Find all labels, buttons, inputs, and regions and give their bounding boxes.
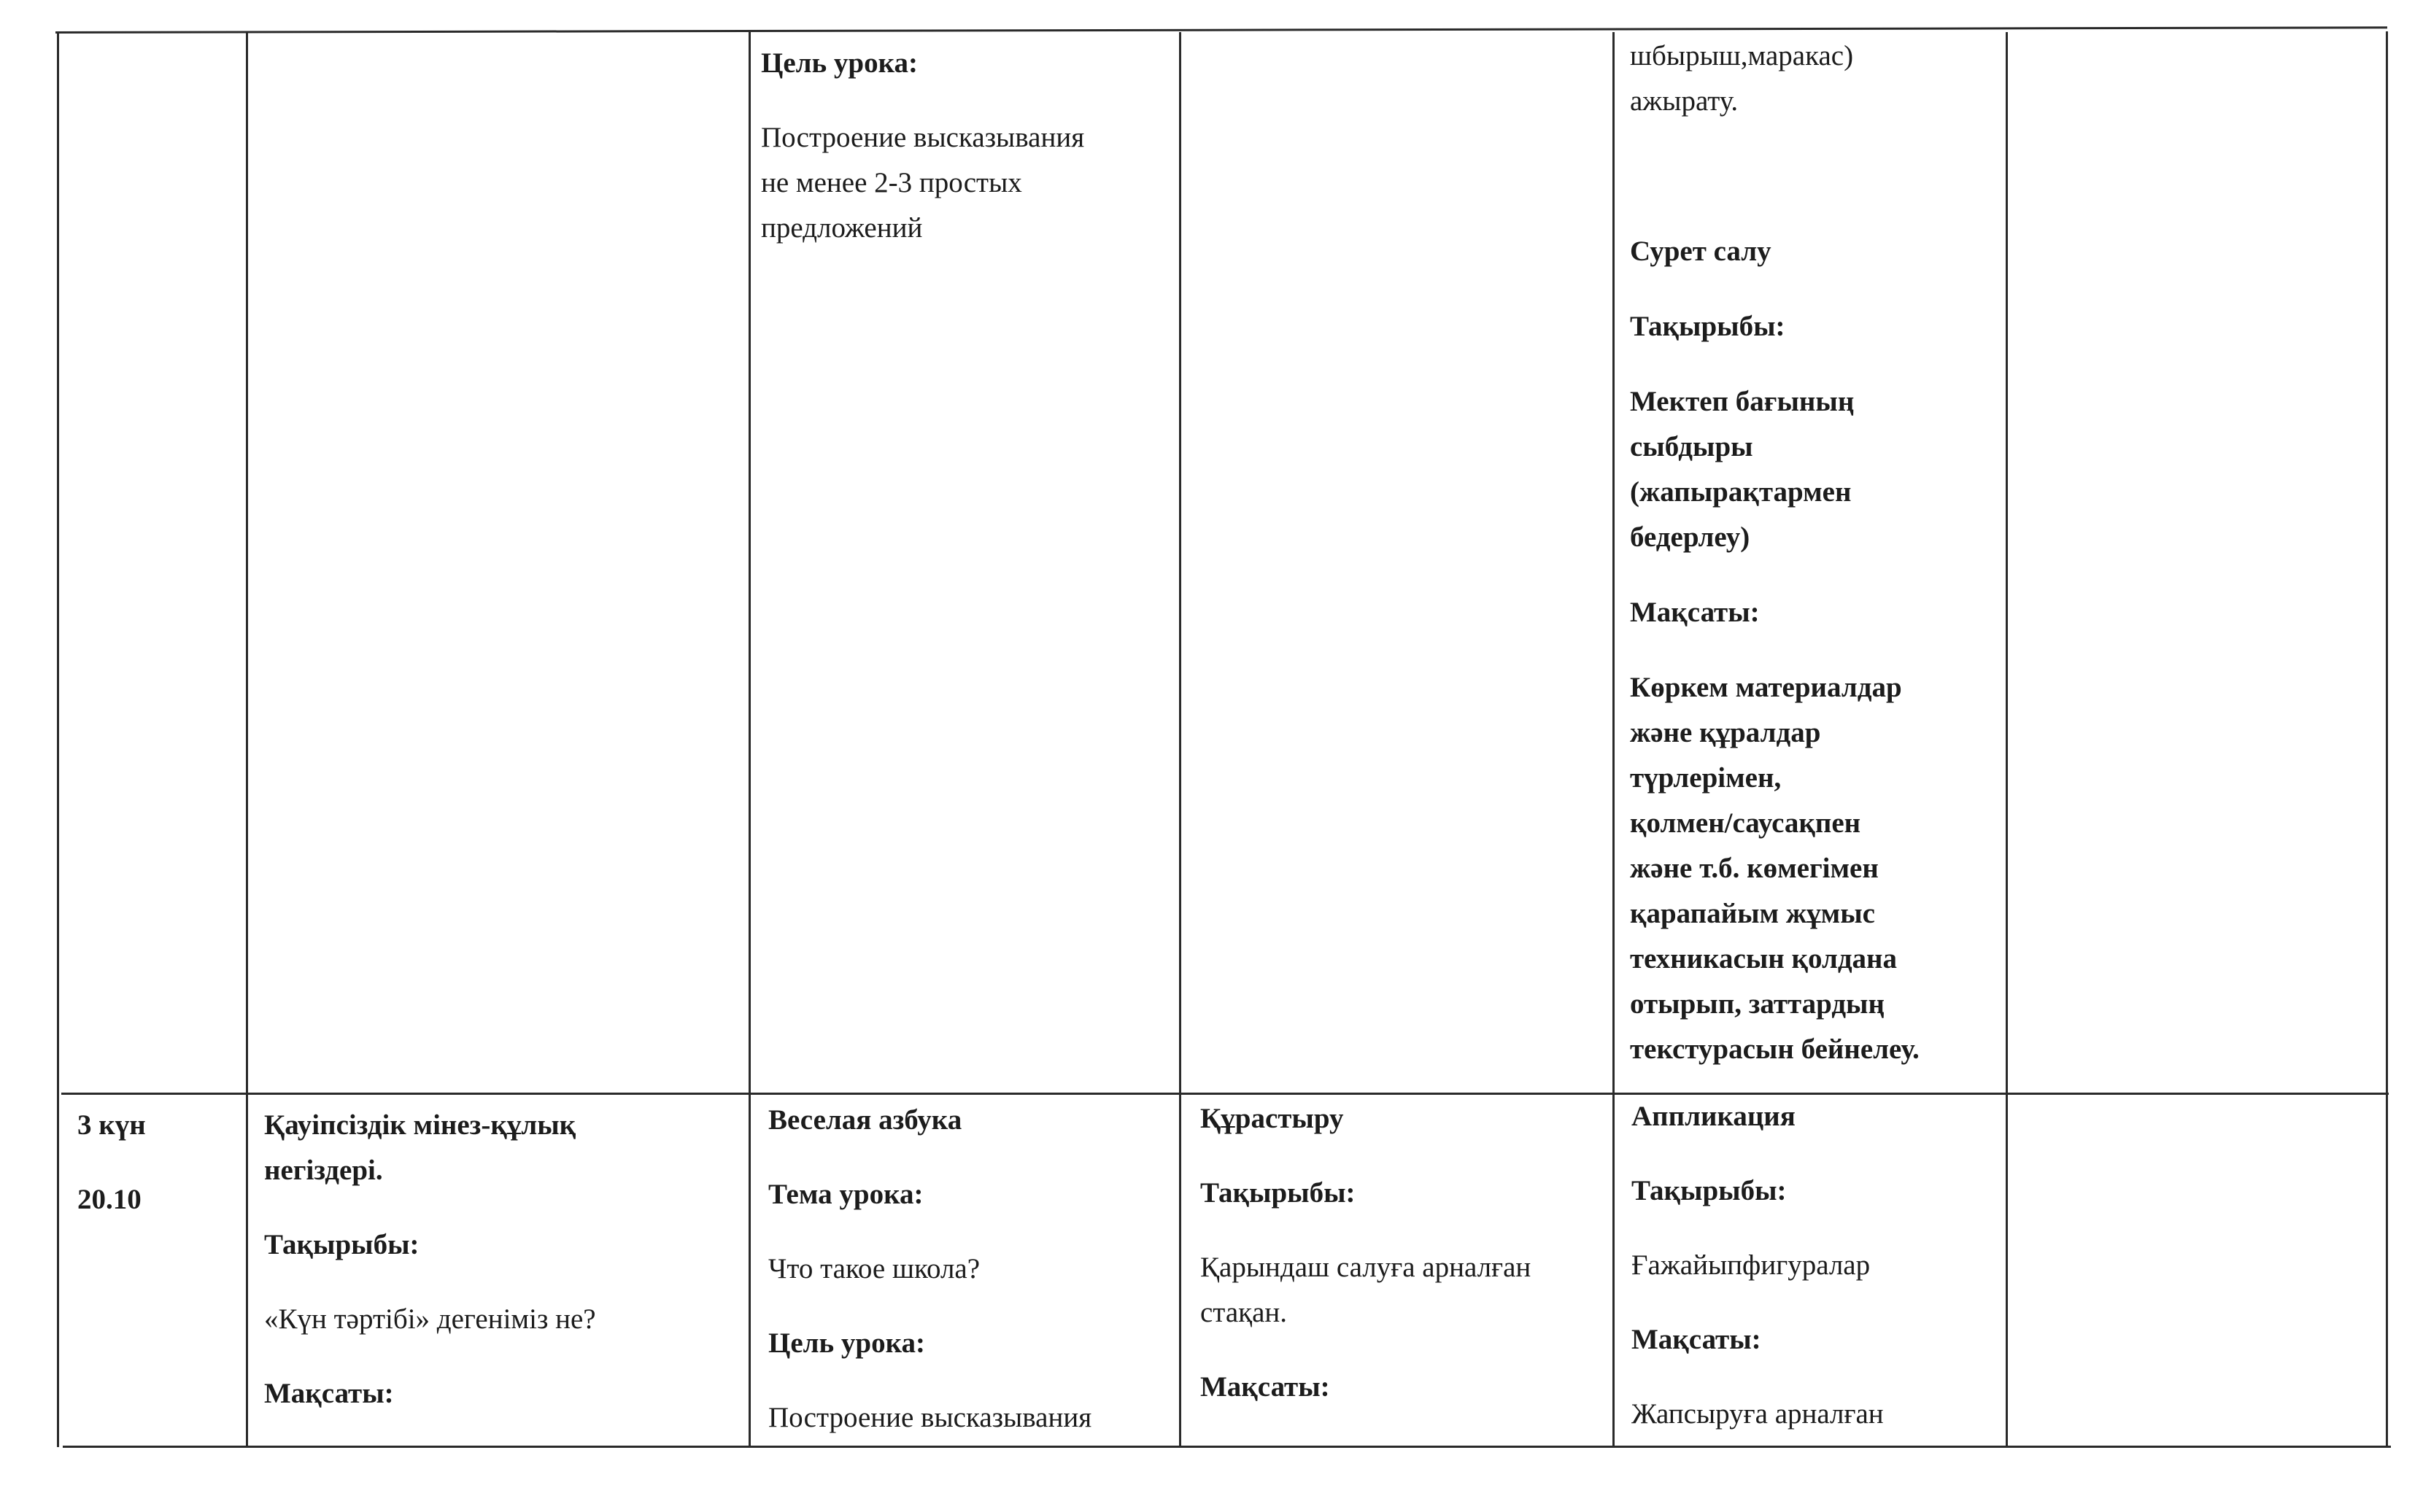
goal-heading: Цель урока:: [761, 47, 918, 79]
row1-lesson-goal-cell: [761, 41, 1170, 251]
subject-title: Веселая азбука: [768, 1104, 962, 1136]
subject-title: Құрастыру: [1200, 1103, 1344, 1134]
column-divider-2: [246, 32, 248, 1447]
row2-construction-cell: [1200, 1096, 1609, 1410]
subject-title: негіздері.: [264, 1155, 383, 1186]
aim-line: отырып, заттардың: [1630, 988, 1885, 1020]
table-top-border: [55, 26, 2387, 34]
topic-text: «Күн тәртібі» дегеніміз не?: [264, 1303, 596, 1335]
aim-line: қарапайым жұмыс: [1630, 898, 1875, 929]
table-right-border: [2386, 31, 2388, 1447]
column-divider-1: [57, 32, 59, 1447]
goal-line: предложений: [761, 212, 923, 244]
carry-over-line: ажырату.: [1630, 85, 1739, 117]
table-bottom-border: [63, 1446, 2391, 1448]
column-divider-3: [749, 32, 751, 1447]
goal-line: не менее 2-3 простых: [761, 167, 1022, 198]
row1-drawing-cell: [1630, 34, 2002, 1072]
topic-line: стақан.: [1200, 1297, 1288, 1328]
topic-label: Тема урока:: [768, 1179, 924, 1210]
aim-label: Мақсаты:: [1200, 1371, 1330, 1403]
topic-text: Что такое школа?: [768, 1253, 981, 1284]
column-divider-5: [1612, 32, 1615, 1447]
subject-title: Аппликация: [1631, 1101, 1796, 1132]
column-divider-6: [2006, 32, 2008, 1447]
topic-line: Қарындаш салуға арналған: [1200, 1252, 1531, 1283]
day-label: 3 күн: [77, 1109, 146, 1141]
topic-line: (жапырақтармен: [1630, 476, 1852, 508]
goal-label: Цель урока:: [768, 1327, 925, 1359]
row2-day-cell: [77, 1103, 241, 1222]
row2-alphabet-cell: [768, 1098, 1173, 1441]
topic-label: Тақырыбы:: [1200, 1177, 1356, 1209]
day-date: 20.10: [77, 1184, 142, 1215]
topic-label: Тақырыбы:: [1631, 1175, 1787, 1206]
column-divider-4: [1179, 32, 1181, 1447]
aim-line: және т.б. көмегімен: [1630, 853, 1879, 884]
aim-line: текстурасын бейнелеу.: [1630, 1034, 1920, 1065]
aim-label: Мақсаты:: [1630, 597, 1760, 628]
topic-text: Ғажайыпфигуралар: [1631, 1249, 1871, 1281]
row-divider: [61, 1093, 2389, 1095]
row2-applique-cell: [1631, 1094, 2000, 1437]
topic-line: Мектеп бағының: [1630, 386, 1855, 417]
aim-text: Жапсыруға арналған: [1631, 1398, 1884, 1430]
goal-text: Построение высказывания: [768, 1402, 1092, 1433]
topic-line: бедерлеу): [1630, 522, 1750, 553]
aim-line: түрлерімен,: [1630, 762, 1782, 794]
carry-over-line: шбырыш,маракас): [1630, 40, 1854, 71]
aim-label: Мақсаты:: [1631, 1324, 1761, 1355]
aim-line: техникасын қолдана: [1630, 943, 1898, 974]
aim-label: Мақсаты:: [264, 1378, 394, 1409]
aim-line: және құралдар: [1630, 717, 1821, 748]
aim-line: Көркем материалдар: [1630, 672, 1902, 703]
topic-label: Тақырыбы:: [264, 1229, 420, 1260]
topic-label: Тақырыбы:: [1630, 311, 1785, 342]
aim-line: қолмен/саусақпен: [1630, 807, 1861, 839]
subject-title: Сурет салу: [1630, 236, 1771, 267]
goal-line: Построение высказывания: [761, 122, 1085, 153]
row2-safety-cell: [264, 1103, 742, 1416]
subject-title: Қауіпсіздік мінез-құлық: [264, 1109, 576, 1141]
topic-line: сыбдыры: [1630, 431, 1753, 462]
